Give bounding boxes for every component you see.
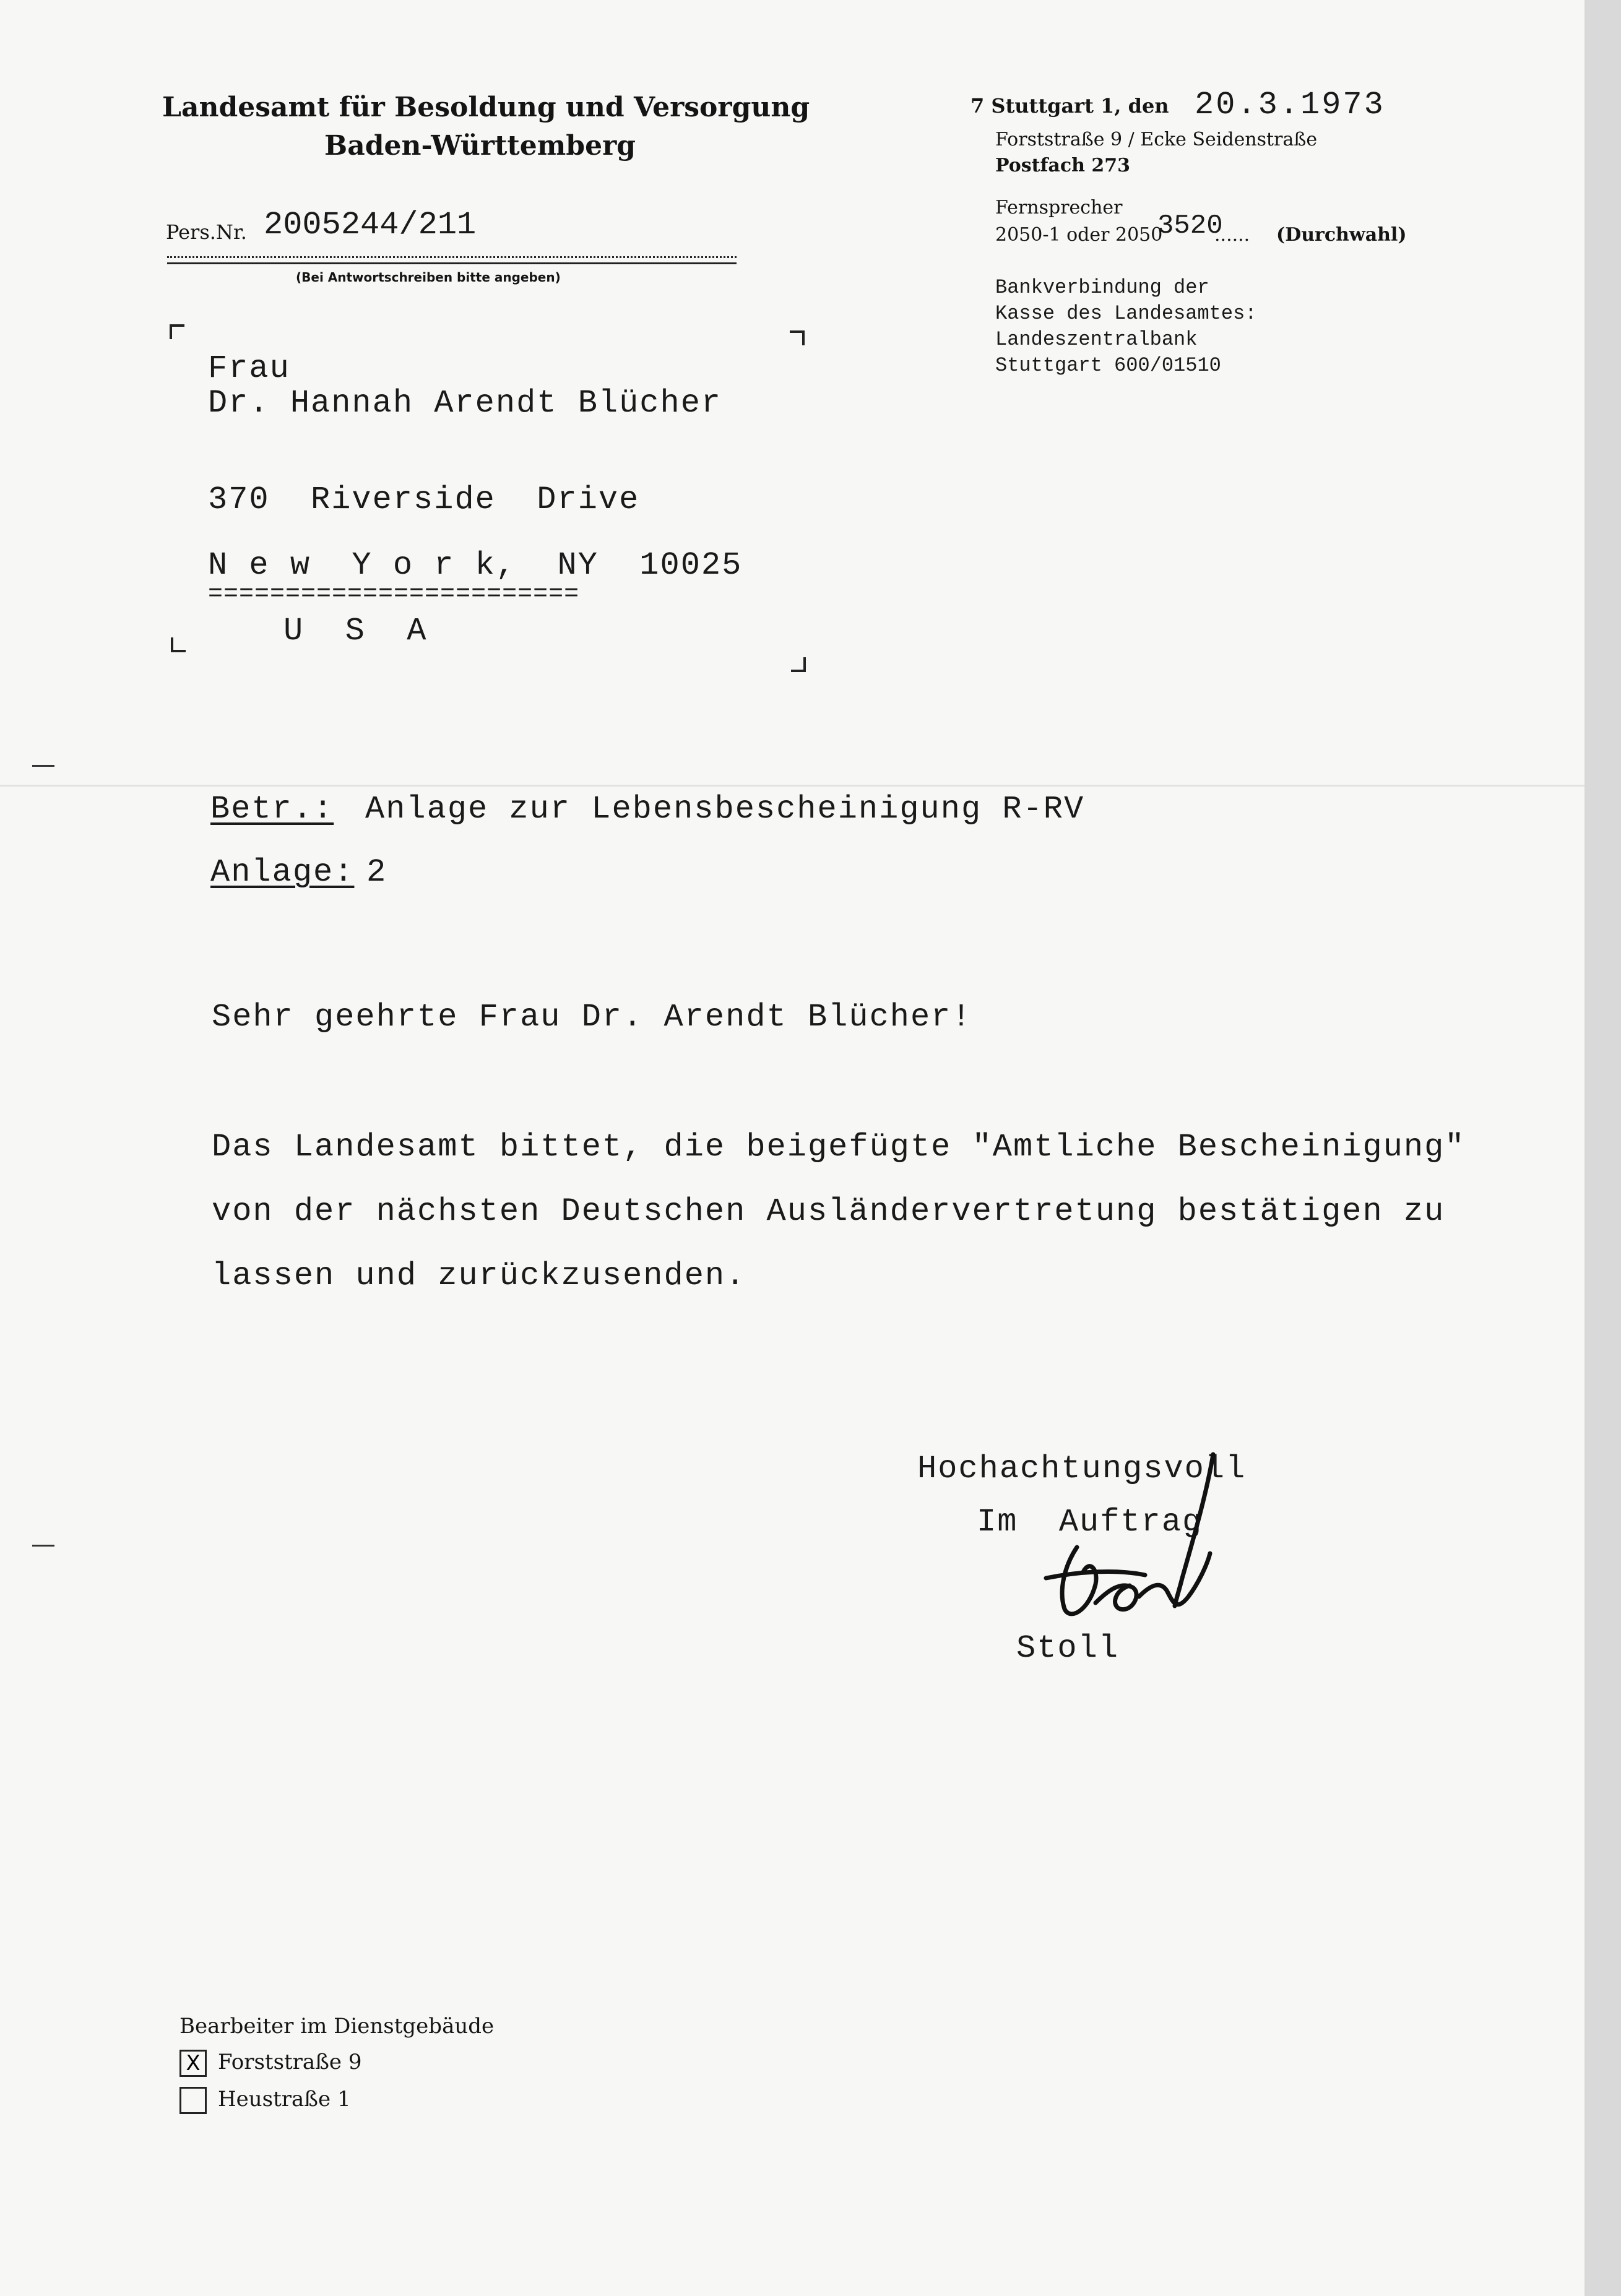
recipient-city: N e w Y o r k, NY 10025 xyxy=(208,547,743,584)
recipient-country: U S A xyxy=(283,613,428,649)
checkbox-heustrasse-label: Heustraße 1 xyxy=(218,2087,351,2112)
recipient-name: Dr. Hannah Arendt Blücher xyxy=(208,385,722,421)
footer-title: Bearbeiter im Dienstgebäude xyxy=(179,2014,495,2039)
fold-mark-lower xyxy=(32,1545,54,1547)
sender-postfach: Postfach 273 xyxy=(995,155,1130,176)
address-corner-top-right xyxy=(790,330,805,345)
pers-nr-value: 2005244/211 xyxy=(264,207,477,243)
letterhead-line2: Baden-Württemberg xyxy=(324,130,636,162)
phone-dots: ...... xyxy=(1214,224,1250,246)
closing-line2: Im Auftrag xyxy=(977,1504,1203,1540)
pers-nr-note: (Bei Antwortschreiben bitte angeben) xyxy=(296,270,561,285)
sender-street: Forststraße 9 / Ecke Seidenstraße xyxy=(995,129,1318,150)
checkbox-forststrasse[interactable] xyxy=(179,2050,207,2077)
body-line-2: von der nächsten Deutschen Ausländervertretung bestätigen zu xyxy=(212,1193,1445,1230)
checkbox-heustrasse[interactable] xyxy=(179,2087,207,2114)
page-edge xyxy=(1584,0,1621,2296)
enclosure-value: 2 xyxy=(366,854,387,891)
recipient-salutation: Frau xyxy=(208,350,290,387)
bank-line4: Stuttgart 600/01510 xyxy=(995,354,1221,377)
letter-greeting: Sehr geehrte Frau Dr. Arendt Blücher! xyxy=(212,999,972,1035)
body-line-1: Das Landesamt bittet, die beigefügte "Amtliche Bescheinigung" xyxy=(212,1129,1466,1165)
phone-extension: 3520 xyxy=(1157,210,1223,241)
signer-name: Stoll xyxy=(1016,1630,1120,1667)
place-prefix: 7 Stuttgart 1, den xyxy=(970,94,1169,118)
address-corner-bottom-right xyxy=(791,657,806,672)
bank-line3: Landeszentralbank xyxy=(995,328,1198,351)
letter-date: 20.3.1973 xyxy=(1195,87,1385,123)
bank-line2: Kasse des Landesamtes: xyxy=(995,302,1257,325)
pers-nr-dotted-rule xyxy=(167,256,737,260)
pers-nr-label: Pers.Nr. xyxy=(166,220,247,244)
phone-label: Fernsprecher xyxy=(995,197,1123,218)
bank-line1: Bankverbindung der xyxy=(995,276,1209,299)
pers-nr-rule xyxy=(167,262,737,264)
enclosure-label: Anlage: xyxy=(210,854,355,891)
address-corner-bottom-left xyxy=(171,637,186,652)
recipient-street: 370 Riverside Drive xyxy=(208,481,640,518)
phone-numbers: 2050-1 oder 2050 xyxy=(995,224,1163,246)
checkbox-mark: X xyxy=(186,2051,201,2076)
recipient-rule: ======================== xyxy=(208,580,580,608)
page-fold xyxy=(0,785,1584,787)
body-line-3: lassen und zurückzusenden. xyxy=(212,1258,746,1294)
phone-suffix: (Durchwahl) xyxy=(1276,224,1407,246)
fold-mark-upper xyxy=(32,765,54,767)
subject-text: Anlage zur Lebensbescheinigung R-RV xyxy=(365,791,1085,827)
letterhead-line1: Landesamt für Besoldung und Versorgung xyxy=(162,92,810,123)
checkbox-forststrasse-label: Forststraße 9 xyxy=(218,2050,362,2074)
closing-line1: Hochachtungsvoll xyxy=(917,1451,1247,1487)
subject-label: Betr.: xyxy=(210,791,334,827)
address-corner-top-left xyxy=(170,324,184,339)
signature xyxy=(1027,1442,1275,1646)
